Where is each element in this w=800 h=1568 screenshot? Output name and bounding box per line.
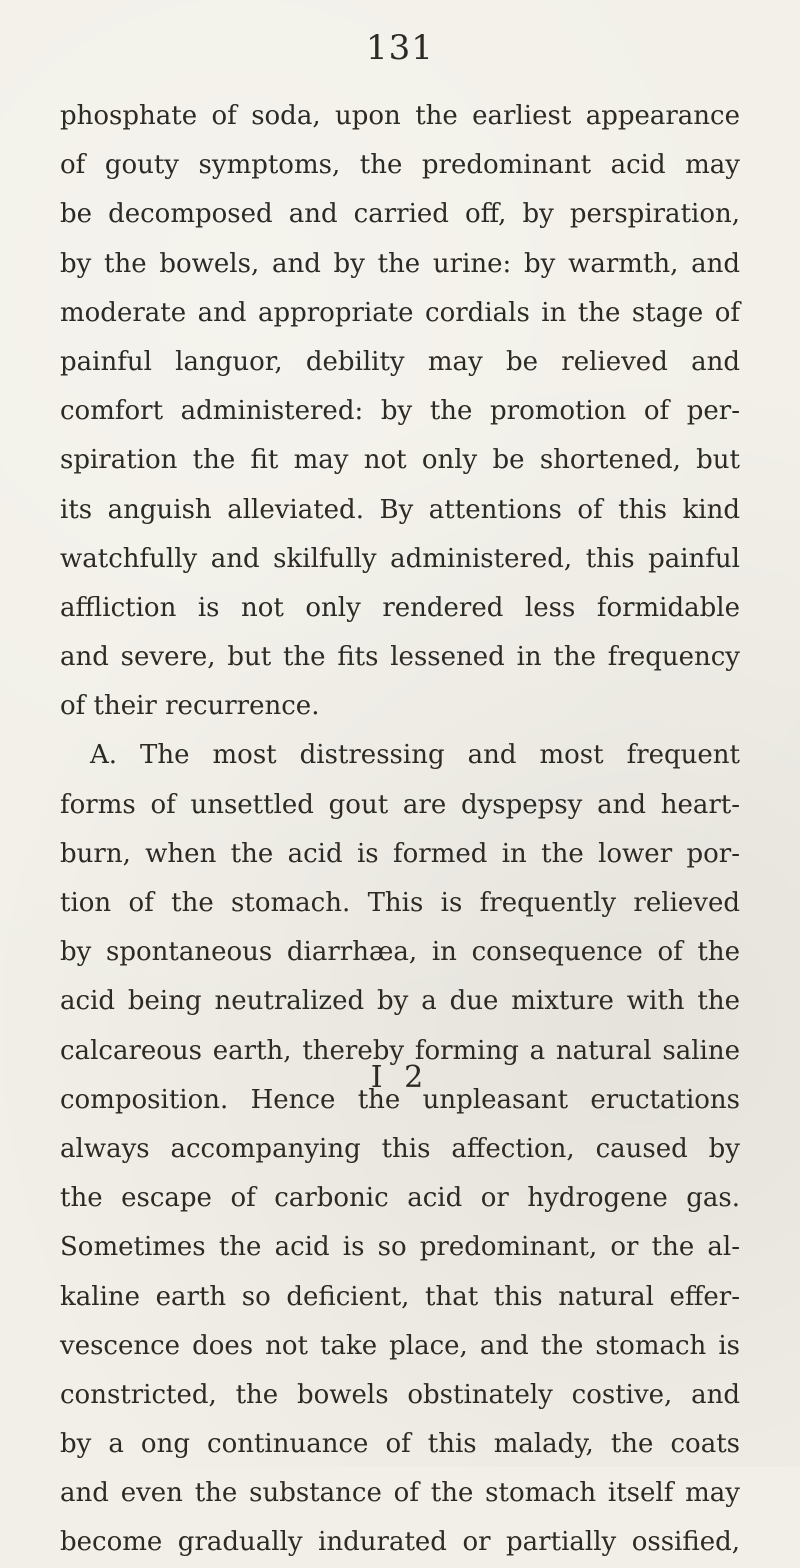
text-line: watchfully and skilfully administered, this painful bbox=[60, 543, 740, 574]
text-line: the escape of carbonic acid or hydrogene gas. bbox=[60, 1183, 740, 1214]
text-line: forms of unsettled gout are dyspepsy and heart- bbox=[60, 789, 740, 820]
text-line: acid being neutralized by a due mixture with the bbox=[60, 986, 740, 1017]
text-line: calcareous earth, thereby forming a natural saline bbox=[60, 1035, 740, 1066]
text-line: become gradually indurated or partially ossified, bbox=[60, 1527, 740, 1558]
text-line: its anguish alleviated. By attentions of this kind bbox=[60, 494, 740, 525]
text-line: by the bowels, and by the urine: by warmth, and bbox=[60, 248, 740, 279]
text-line: burn, when the acid is formed in the lower por- bbox=[60, 838, 740, 869]
page-number: 131 bbox=[366, 28, 434, 68]
text-line: moderate and appropriate cordials in the stage of bbox=[60, 297, 740, 328]
text-line: vescence does not take place, and the stomach is bbox=[60, 1330, 740, 1361]
text-line: comfort administered: by the promotion of per- bbox=[60, 396, 740, 427]
text-line: and even the substance of the stomach itself may bbox=[60, 1478, 740, 1509]
text-line: always accompanying this affection, caused by bbox=[60, 1133, 740, 1164]
text-line: Sometimes the acid is so predominant, or the al- bbox=[60, 1232, 740, 1263]
text-line: by spontaneous diarrhæa, in consequence of the bbox=[60, 937, 740, 968]
text-line: constricted, the bowels obstinately costive, and bbox=[60, 1379, 740, 1410]
text-line: be decomposed and carried off, by perspiration, bbox=[60, 199, 740, 230]
signature-mark: I 2 bbox=[370, 1060, 430, 1095]
text-line: painful languor, debility may be relieved and bbox=[60, 346, 740, 377]
text-line: spiration the fit may not only be shortened, but bbox=[60, 445, 740, 476]
text-line: A. The most distressing and most frequent bbox=[90, 740, 740, 771]
text-line: of their recurrence. bbox=[60, 691, 320, 722]
text-line: of gouty symptoms, the predominant acid may bbox=[60, 150, 740, 181]
text-line: by a ong continuance of this malady, the coats bbox=[60, 1429, 740, 1460]
text-line: composition. Hence the unpleasant eructations bbox=[60, 1084, 740, 1115]
text-line: tion of the stomach. This is frequently relieved bbox=[60, 888, 740, 918]
text-line: kaline earth so deficient, that this natural effer- bbox=[60, 1281, 740, 1312]
text-line: affliction is not only rendered less formidable bbox=[60, 592, 740, 623]
body-text bbox=[60, 92, 740, 1568]
text-line: and severe, but the fits lessened in the frequency bbox=[60, 642, 740, 673]
text-line: phosphate of soda, upon the earliest appearance bbox=[60, 101, 740, 131]
